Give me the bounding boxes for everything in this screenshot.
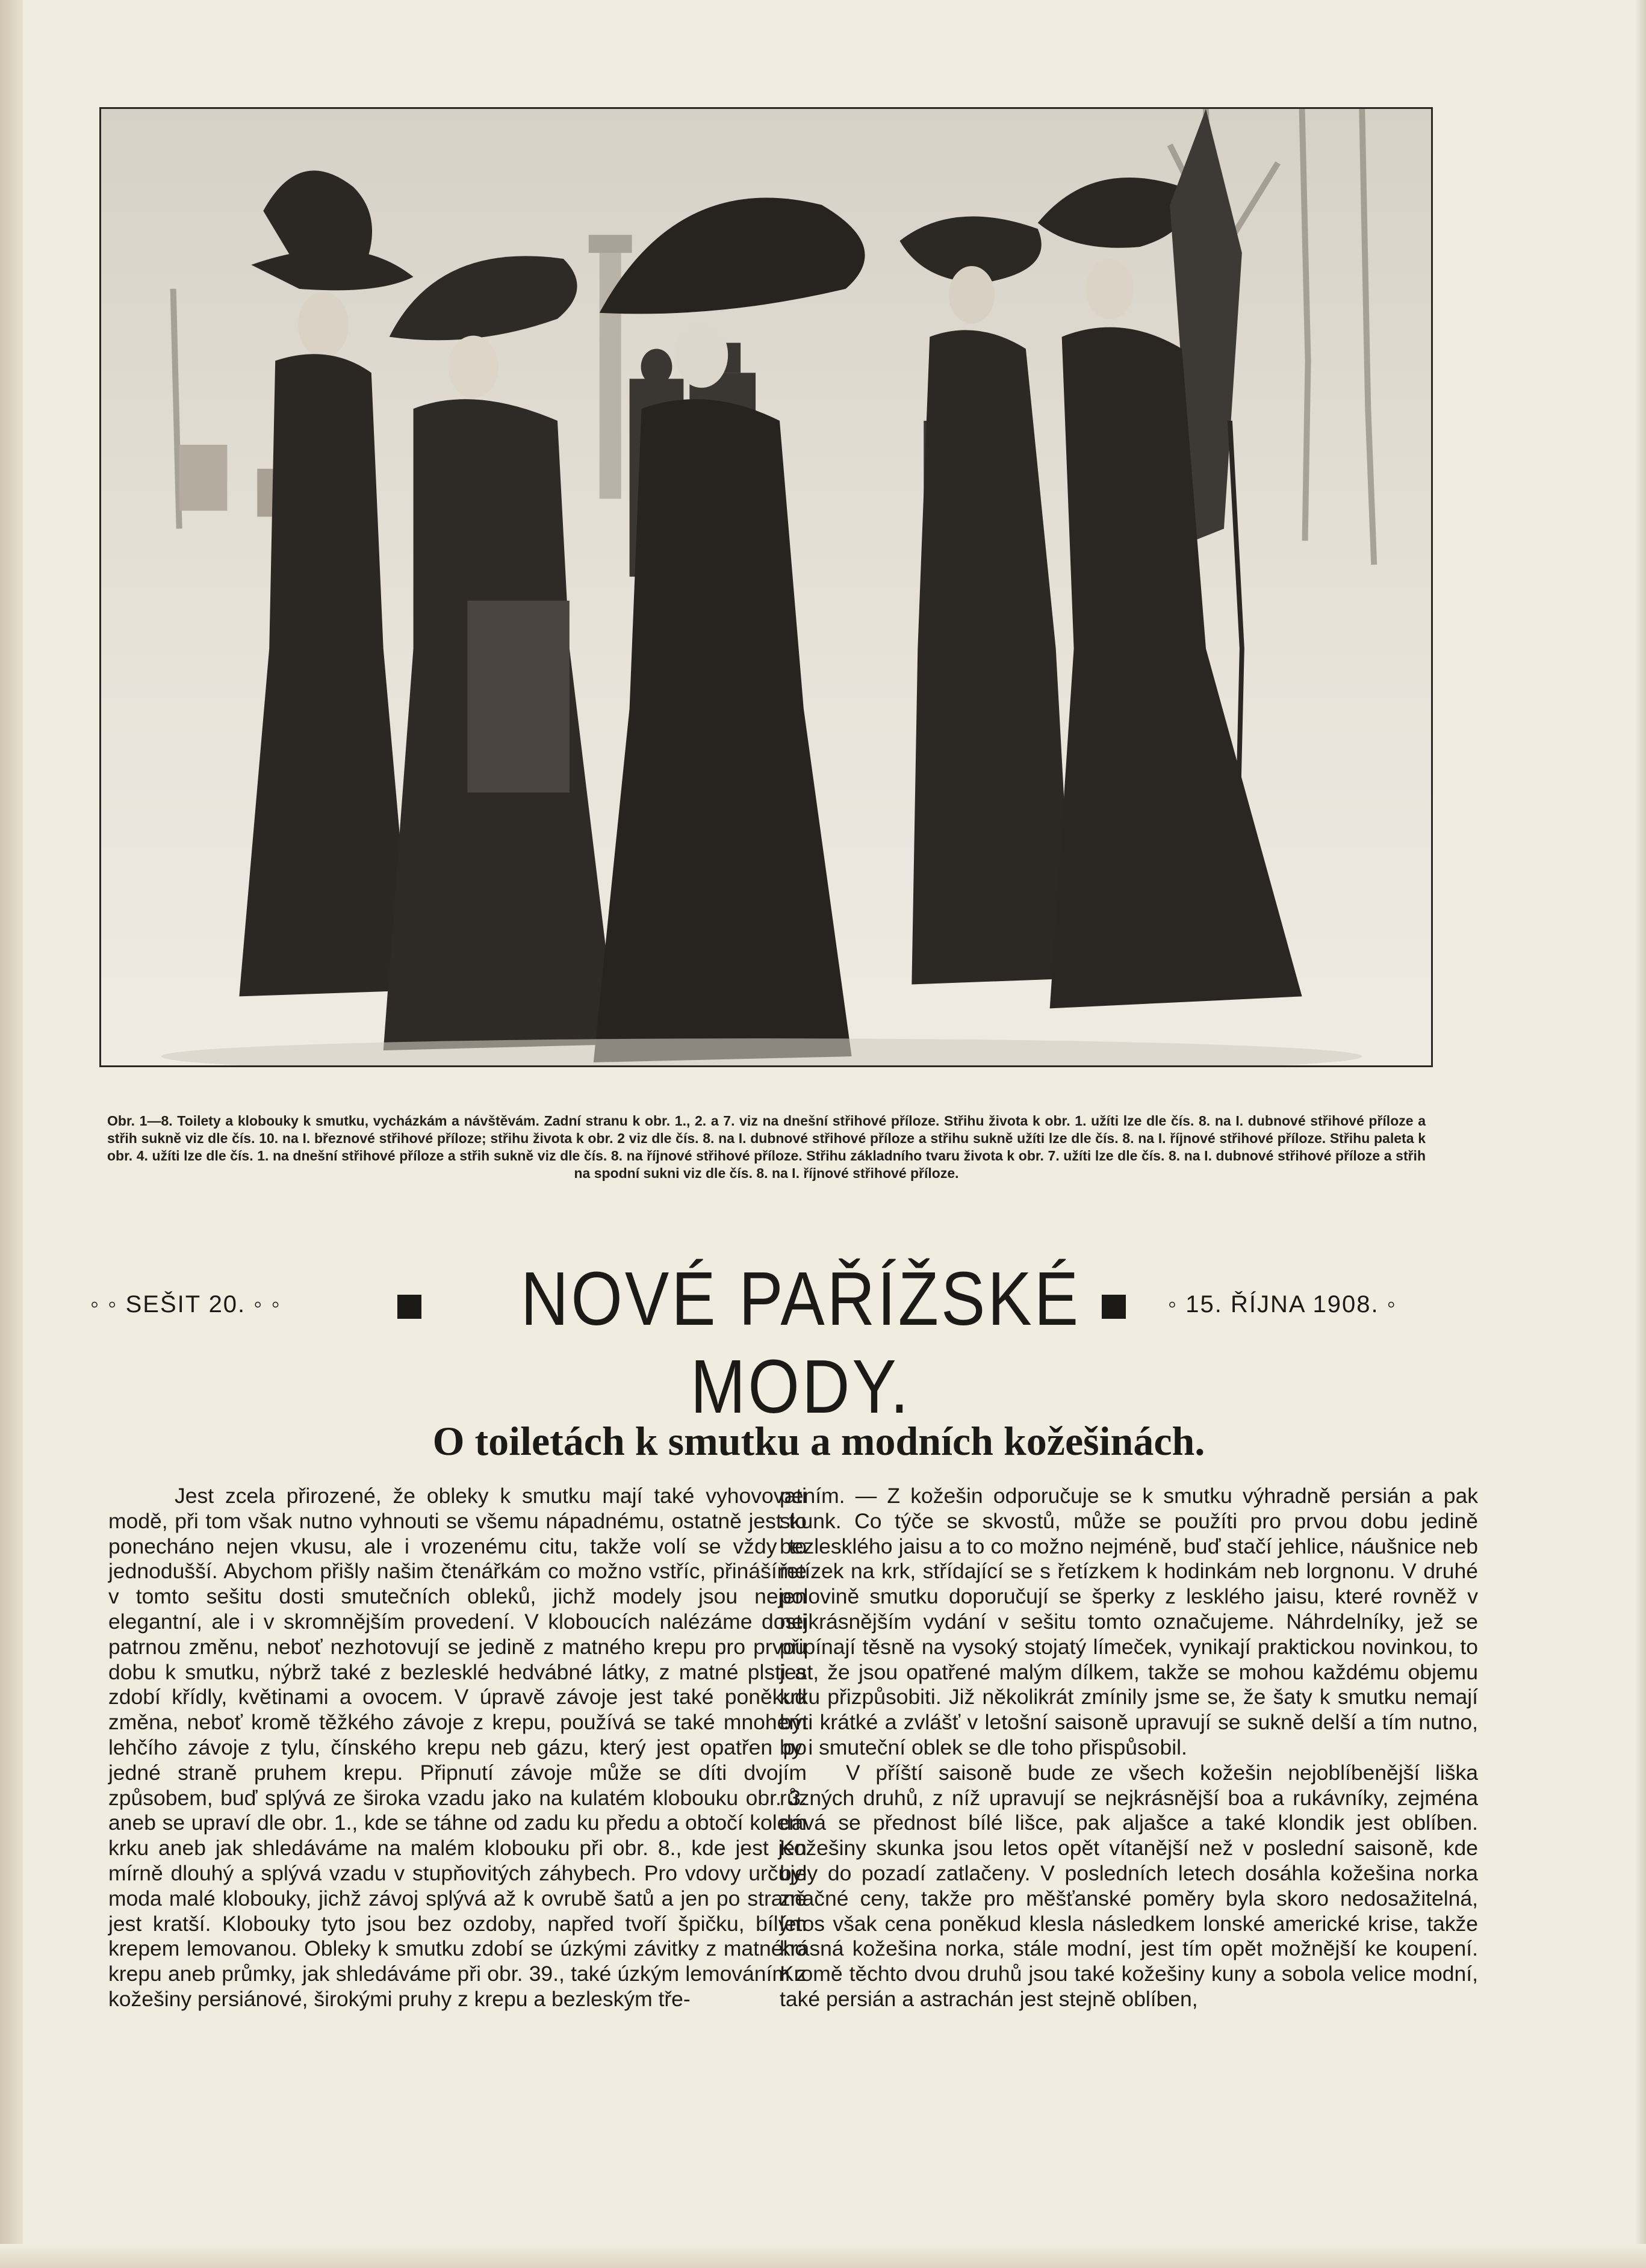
page-right-edge <box>1635 0 1646 2268</box>
masthead <box>84 1255 1547 1430</box>
article-paragraph: Jest zcela přirozené, že obleky k smutku mají také vyhovovati modě, při tom však nutno vyhnouti se všemu nápadnému, ostatně jest to ponecháno nejen vkusu, ale i vrozenému citu, takže volí se vždy to jednodušší. Abychom přišly našim čtenářkám co možno vstříc, přinášíme v tomto sešitu dosti smutečních obleků, jichž modely jsou nejen elegantní, ale i v skromnějším provedení. V kloboucích nalézáme dosti patrnou změnu, neboť nezhotovují se jedině z matného krepu pro prvou dobu k smutku, nýbrž také z bezlesklé hedvábné látky, z matné plsti a zdobí křídly, květinami a ovocem. V úpravě závoje jest také poněkud změna, neboť kromě těžkého závoje z krepu, používá se také mnohem lehčího závoje z tylu, čínského krepu neb gázu, který jest opatřen po jedné straně pruhem krepu. Připnutí závoje může se díti dvojím způsobem, buď splývá ze široka vzadu jako na kulatém klobouku obr. 3. aneb se upraví dle obr. 1., kde se táhne od zadu ku předu a obtočí kolem krku aneb jak shledáváme na malém klobouku při obr. 8., kde jest jen mírně dlouhý a splývá vzadu v stupňovitých záhybech. Pro vdovy určuje moda malé klobouky, jichž závoj splývá až k ovrubě šatů a jen po straně jest kratší. Klobouky tyto jsou bez ozdoby, napřed tvoří špičku, bílým krepem lemovanou. Obleky k smutku zdobí se úzkými závitky z matného krepu aneb průmky, jak shledáváme při obr. 39., také úzkým lemováním z kožešiny persiánové, širokými pruhy z krepu a bezleským tře- <box>108 1484 807 2011</box>
masthead-square-ornament <box>397 1295 421 1319</box>
magazine-title: NOVÉ PAŘÍŽSKÉ MODY. <box>520 1256 1081 1430</box>
masthead-square-ornament <box>1102 1295 1126 1319</box>
fashion-plate-drawing <box>101 109 1431 1065</box>
page-bottom-edge <box>0 2244 1646 2268</box>
issue-number: ◦ ◦ SEŠIT 20. ◦ ◦ <box>90 1291 281 1318</box>
article-paragraph: pením. — Z kožešin odporučuje se k smutku výhradně persián a pak skunk. Co týče se skvostů, může se použíti pro prvou dobu jedině bezlesklého jaisu a to co možno nejméně, buď stačí jehlice, náušnice neb řetízek na krk, střídající se s řetízkem k hodinkám neb lorgnonu. V druhé polovině smutku doporučují se šperky z lesklého jaisu, které rovněž v nejkrásnějším vydání v sešitu tomto označujeme. Náhrdelníky, jež se připínají těsně na vysoký stojatý límeček, vynikají praktickou novinkou, to jest, že jsou opatřené malým dílkem, takže se mohou každému objemu krku přizpůsobiti. Již několikrát zmínily jsme se, že šaty k smutku nemají býti krátké a zvlášť v letošní saisoně upravují se sukně delší a tím nutno, by i smuteční oblek se dle toho přispůsobil. <box>780 1484 1478 1759</box>
page-binding-edge <box>0 0 23 2268</box>
illustration-caption: Obr. 1—8. Toilety a klobouky k smutku, vycházkám a návštěvám. Zadní stranu k obr. 1., 2. a 7. viz na dnešní střihové příloze. Střihu života k obr. 1. užíti lze dle čís. 8. na I. dubnové střihové příloze a střih sukně viz dle čís. 10. na I. březnové střihové příloze; střihu života k obr. 2 viz dle čís. 8. na I. dubnové střihové příloze a střihu sukně užíti lze dle čís. 8. na I. říjnové střihové příloze. Střihu paleta k obr. 4. užíti lze dle čís. 1. na dnešní střihové příloze a střih sukně viz dle čís. 8. na říjnové střihové příloze. Střihu základního tvaru života k obr. 7. užíti lze dle čís. 8. na I. dubnové střihové příloze a střih na spodní sukni viz dle čís. 8. na I. říjnové střihové příloze. <box>107 1113 1426 1181</box>
article-left-column <box>108 1484 807 2012</box>
article-right-column <box>780 1484 1478 2012</box>
issue-date: ◦ 15. ŘÍJNA 1908. ◦ <box>1168 1291 1397 1318</box>
fashion-plate-illustration <box>99 107 1433 1067</box>
article-headline: O toiletách k smutku a modních kožešinách. <box>432 1418 1205 1464</box>
article-paragraph: V příští saisoně bude ze všech kožešin nejoblíbenější liška různých druhů, z níž upravují se nejkrásnější boa a rukávníky, zejména dává se přednost bílé lišce, pak aljašce a také klondik jest oblíben. Kožešiny skunka jsou letos opět vítanější než v poslední saisoně, kde byly do pozadí zatlačeny. V posledních letech dosáhla kožešina norka značné ceny, takže pro měšťanské poměry byla skoro nedosažitelná, letos však cena poněkud klesla následkem lonské americké krise, takže krásná kožešina norka, stále modní, jest tím opět možnější ke koupení. Kromě těchto dvou druhů jsou také kožešiny kuny a sobola velice modní, také persián a astrachán jest stejně oblíben, <box>780 1760 1478 2011</box>
